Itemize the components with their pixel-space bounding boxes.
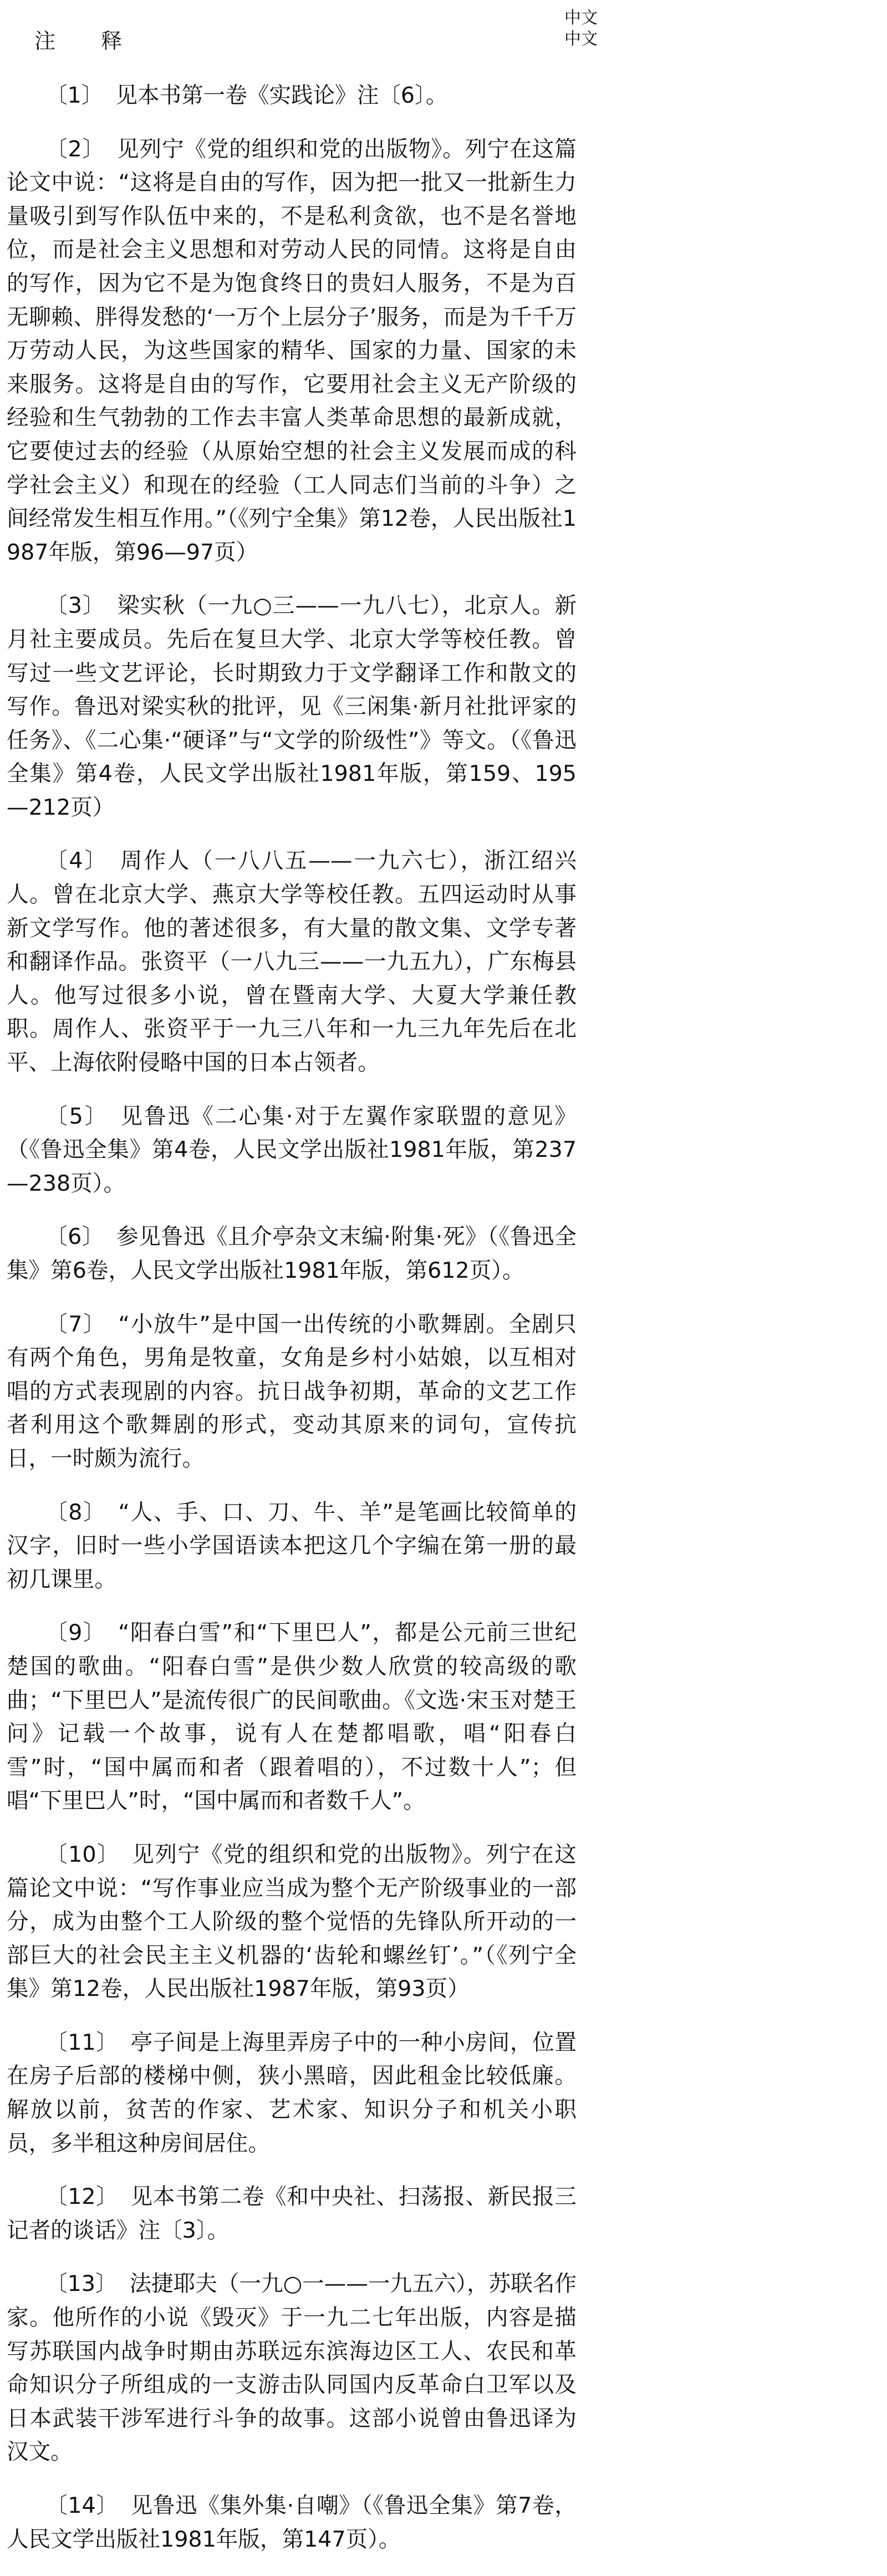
note-number: 〔9〕 [45, 1620, 106, 1646]
language-toggle[interactable] [564, 8, 614, 50]
note-item [0, 589, 588, 824]
note-number: 〔10〕 [45, 1841, 120, 1867]
note-number: 〔7〕 [45, 1311, 106, 1337]
note-number: 〔5〕 [45, 1103, 109, 1129]
note-number: 〔1〕 [45, 83, 104, 108]
note-item [0, 2267, 588, 2469]
note-item [0, 1496, 588, 1597]
note-number: 〔13〕 [45, 2271, 118, 2297]
note-item [0, 133, 588, 570]
note-item [0, 1616, 588, 1818]
page-title: 注 释 [34, 29, 135, 53]
note-item [0, 844, 588, 1079]
note-item [0, 1838, 588, 2006]
note-number: 〔8〕 [45, 1499, 106, 1525]
note-item [0, 1100, 588, 1201]
language-option-2[interactable]: 中文 [564, 29, 598, 49]
note-number: 〔3〕 [45, 593, 105, 619]
note-text: “人、手、口、刀、牛、羊”是笔画比较简单的汉字，旧时一些小学国语读本把这几个字编在第一册的最初几课里。 [7, 1499, 577, 1592]
note-number: 〔11〕 [45, 2029, 119, 2055]
note-text: 法捷耶夫（一九○一——一九五六），苏联名作家。他所作的小说《毁灭》于一九二七年出版，内容是描写苏联国内战争时期由苏联远东滨海边区工人、农民和革命知识分子所组成的一支游击队同国内反革命白卫军以及日本武装干涉军进行斗争的故事。这部小说曾由鲁迅译为汉文。 [7, 2271, 577, 2465]
note-item [0, 1308, 588, 1476]
note-item [0, 1220, 588, 1287]
note-text: 见本书第一卷《实践论》注〔6〕。 [115, 83, 448, 108]
note-text: 见鲁迅《集外集·自嘲》（《鲁迅全集》第7卷，人民文学出版社1981年版，第147页）。 [7, 2493, 577, 2552]
note-item [0, 79, 588, 113]
notes-list [0, 79, 887, 2576]
note-number: 〔6〕 [45, 1224, 105, 1250]
note-text: 见本书第二卷《和中央社、扫荡报、新民报三记者的谈话》注〔3〕。 [7, 2184, 577, 2243]
language-option-1[interactable]: 中文 [564, 8, 598, 28]
note-text: 见列宁《党的组织和党的出版物》。列宁在这篇论文中说：“写作事业应当成为整个无产阶级事业的一部分，成为由整个工人阶级的整个觉悟的先锋队所开动的一部巨大的社会民主主义机器的‘齿轮和螺丝钉’。”（《列宁全集》第12卷，人民出版社1987年版，第93页） [7, 1841, 577, 2002]
note-number: 〔4〕 [45, 848, 108, 874]
note-text: 参见鲁迅《且介亭杂文末编·附集·死》（《鲁迅全集》第6卷，人民文学出版社1981年版，第612页）。 [7, 1224, 577, 1283]
note-text: 亭子间是上海里弄房子中的一种小房间，位置在房子后部的楼梯中侧，狭小黑暗，因此租金比较低廉。解放以前，贫苦的作家、艺术家、知识分子和机关小职员，多半租这种房间居住。 [7, 2029, 577, 2156]
note-item [0, 2026, 588, 2160]
note-number: 〔14〕 [45, 2493, 119, 2518]
note-text: “阳春白雪”和“下里巴人”，都是公元前三世纪楚国的歌曲。“阳春白雪”是供少数人欣赏的较高级的歌曲；“下里巴人”是流传很广的民间歌曲。《文选·宋玉对楚王问》记载一个故事，说有人在楚都唱歌，唱“阳春白雪”时，“国中属而和者（跟着唱的），不过数十人”；但唱“下里巴人”时，“国中属而和者数千人”。 [7, 1620, 577, 1814]
note-item [0, 2489, 588, 2556]
note-text: “小放牛”是中国一出传统的小歌舞剧。全剧只有两个角色，男角是牧童，女角是乡村小姑娘，以互相对唱的方式表现剧的内容。抗日战争初期，革命的文艺工作者利用这个歌舞剧的形式，变动其原来的词句，宣传抗日，一时颇为流行。 [7, 1311, 577, 1471]
note-text: 周作人（一八八五——一九六七），浙江绍兴人。曾在北京大学、燕京大学等校任教。五四运动时从事新文学写作。他的著述很多，有大量的散文集、文学专著和翻译作品。张资平（一八九三——一九五九），广东梅县人。他写过很多小说，曾在暨南大学、大夏大学兼任教职。周作人、张资平于一九三八年和一九三九年先后在北平、上海依附侵略中国的日本占领者。 [7, 848, 577, 1076]
note-number: 〔2〕 [45, 136, 105, 162]
note-text: 梁实秋（一九○三——一九八七），北京人。新月社主要成员。先后在复旦大学、北京大学等校任教。曾写过一些文艺评论，长时期致力于文学翻译工作和散文的写作。鲁迅对梁实秋的批评，见《三闲集·新月社批评家的任务》、《二心集·“硬译”与“文学的阶级性”》等文。（《鲁迅全集》第4卷，人民文学出版社1981年版，第159、195—212页） [7, 593, 577, 820]
note-text: 见列宁《党的组织和党的出版物》。列宁在这篇论文中说：“这将是自由的写作，因为把一批又一批新生力量吸引到写作队伍中来的，不是私利贪欲，也不是名誉地位，而是社会主义思想和对劳动人民的同情。这将是自由的写作，因为它不是为饱食终日的贵妇人服务，不是为百无聊赖、胖得发愁的‘一万个上层分子’服务，而是为千千万万劳动人民，为这些国家的精华、国家的力量、国家的未来服务。这将是自由的写作，它要用社会主义无产阶级的经验和生气勃勃的工作去丰富人类革命思想的最新成就，它要使过去的经验（从原始空想的社会主义发展而成的科学社会主义）和现在的经验（工人同志们当前的斗争）之间经常发生相互作用。”（《列宁全集》第12卷，人民出版社1987年版，第96—97页） [7, 136, 577, 565]
note-item [0, 2180, 588, 2247]
note-text: 见鲁迅《二心集·对于左翼作家联盟的意见》（《鲁迅全集》第4卷，人民文学出版社1981年版，第237—238页）。 [7, 1103, 577, 1196]
note-number: 〔12〕 [45, 2184, 119, 2210]
